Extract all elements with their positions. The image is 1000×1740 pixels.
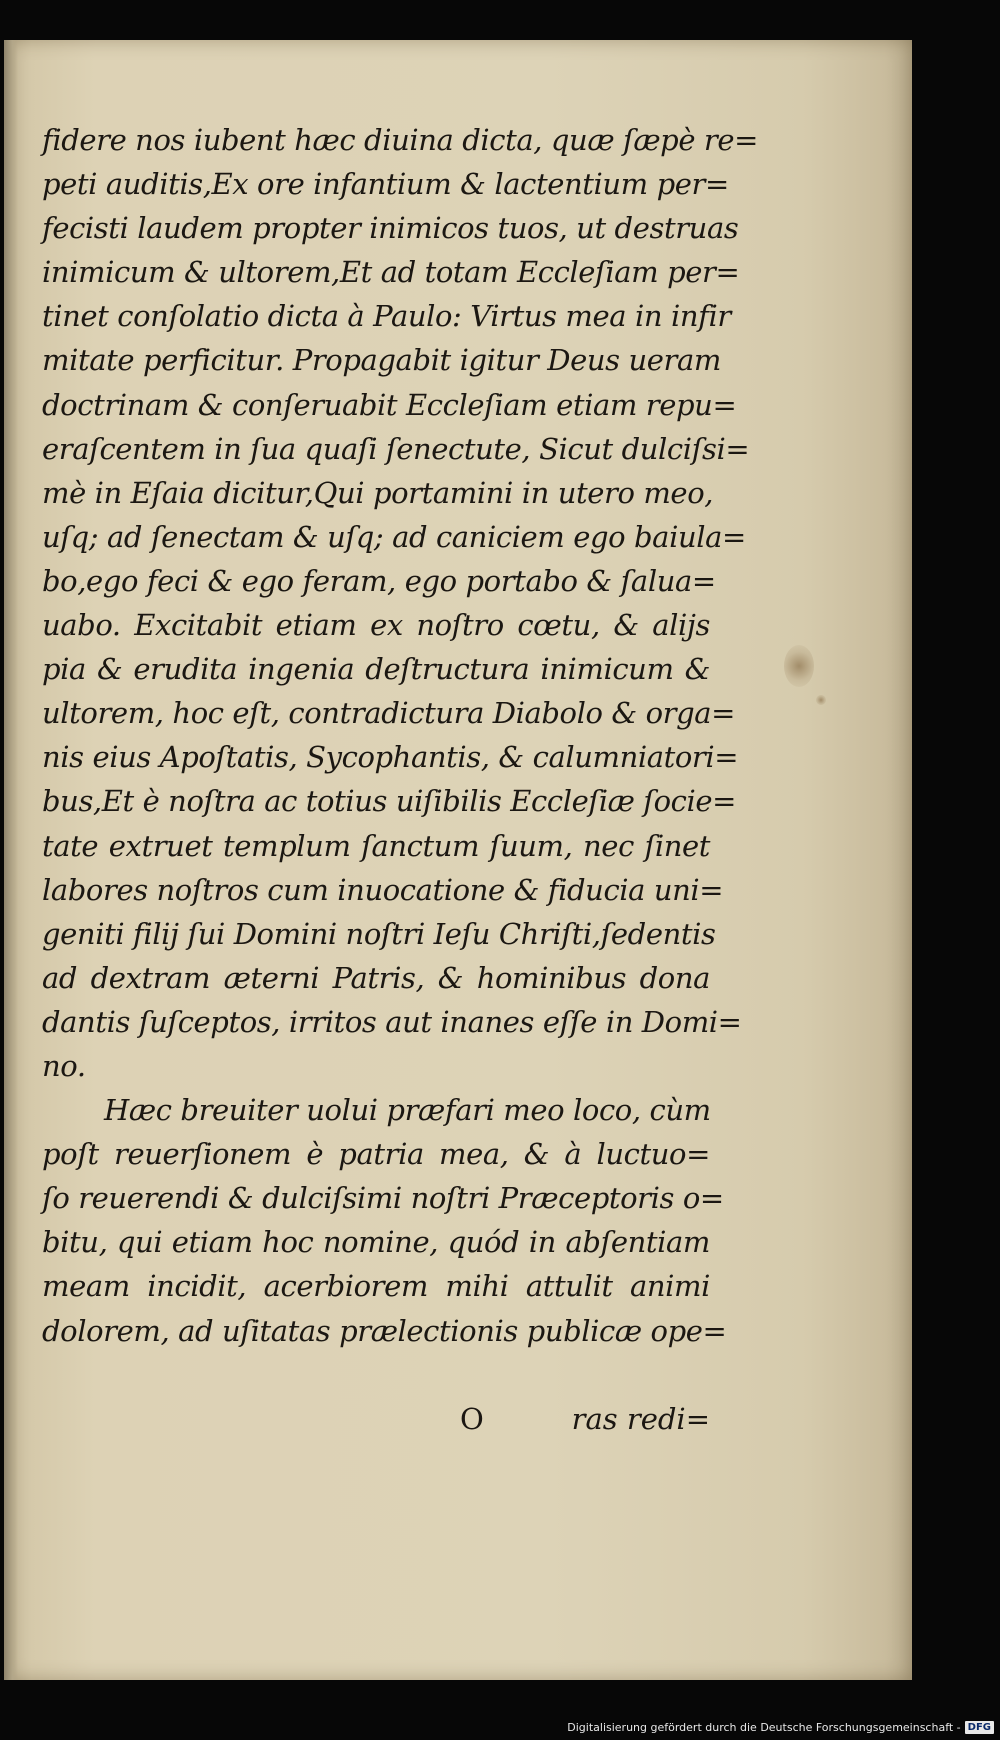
text-line: meam incidit, acerbiorem mihi attulit animi [42,1269,710,1304]
text-line: doctrinam & conſeruabit Eccleſiam etiam repu= [42,387,737,422]
catchword: ras redi= [571,1402,710,1436]
text-line: pia & erudita ingenia deſtructura inimicum & [42,652,710,687]
text-line: poſt reuerſionem è patria mea, & à luctuo= [42,1137,710,1172]
page-gutter [4,40,18,1680]
page-stain [816,695,826,705]
text-line: fecisti laudem propter inimicos tuos, ut destruas [42,211,739,246]
signature-mark: O [460,1402,484,1436]
text-line: no. [42,1048,86,1083]
text-line: bus,Et è noſtra ac totius uiſibilis Eccleſiæ ſocie= [42,784,737,819]
text-line: dantis ſuſceptos, irritos aut inanes eſſe in Domi= [42,1004,742,1039]
text-line: dolorem, ad uſitatas prælectionis publicæ ope= [42,1313,727,1348]
text-line: peti auditis,Ex ore infantium & lactentium per= [42,167,729,202]
text-line: fidere nos iubent hæc diuina dicta, quæ ſæpè re= [42,123,759,157]
text-line: tate extruet templum ſanctum ſuum, nec ſinet [42,828,710,863]
text-line: nis eius Apoſtatis, Sycophantis, & calumniatori= [42,740,739,775]
text-line: labores noſtros cum inuocatione & fiducia uni= [42,872,724,907]
text-line: bitu, qui etiam hoc nomine, quód in abſentiam [42,1225,710,1260]
text-line: Hæc breuiter uolui præfari meo loco, cùm [104,1093,711,1128]
text-line: geniti filij ſui Domini noſtri Ieſu Chriſti,ſedentis [42,916,716,951]
text-line: uabo. Excitabit etiam ex noſtro cœtu, & alijs [42,608,710,643]
text-line: eraſcentem in ſua quaſi ſenectute, Sicut dulciſsi= [42,431,750,466]
text-line: inimicum & ultorem,Et ad totam Eccleſiam per= [42,255,740,290]
text-line: ad dextram æterni Patris, & hominibus dona [42,960,710,995]
book-page [4,40,912,1680]
text-line: mè in Eſaia dicitur,Qui portamini in utero meo, [42,475,714,510]
body-text [42,118,759,1353]
digitization-credit [567,1718,994,1736]
credit-text: Digitalisierung gefördert durch die Deutsche Forschungsgemeinschaft - [567,1720,961,1734]
dfg-logo: DFG [965,1721,994,1734]
text-line: ultorem, hoc eſt, contradictura Diabolo & orga= [42,696,736,731]
page-stain [784,645,814,687]
page-footer [42,1402,710,1446]
text-line: uſq; ad ſenectam & uſq; ad caniciem ego baiula= [42,519,746,554]
text-line: tinet conſolatio dicta à Paulo: Virtus mea in infir [42,299,731,334]
text-line: mitate perficitur. Propagabit igitur Deus ueram [42,343,721,378]
text-line: ſo reuerendi & dulciſsimi noſtri Præceptoris o= [42,1181,724,1216]
text-line: bo,ego feci & ego feram, ego portabo & ſalua= [42,563,716,598]
